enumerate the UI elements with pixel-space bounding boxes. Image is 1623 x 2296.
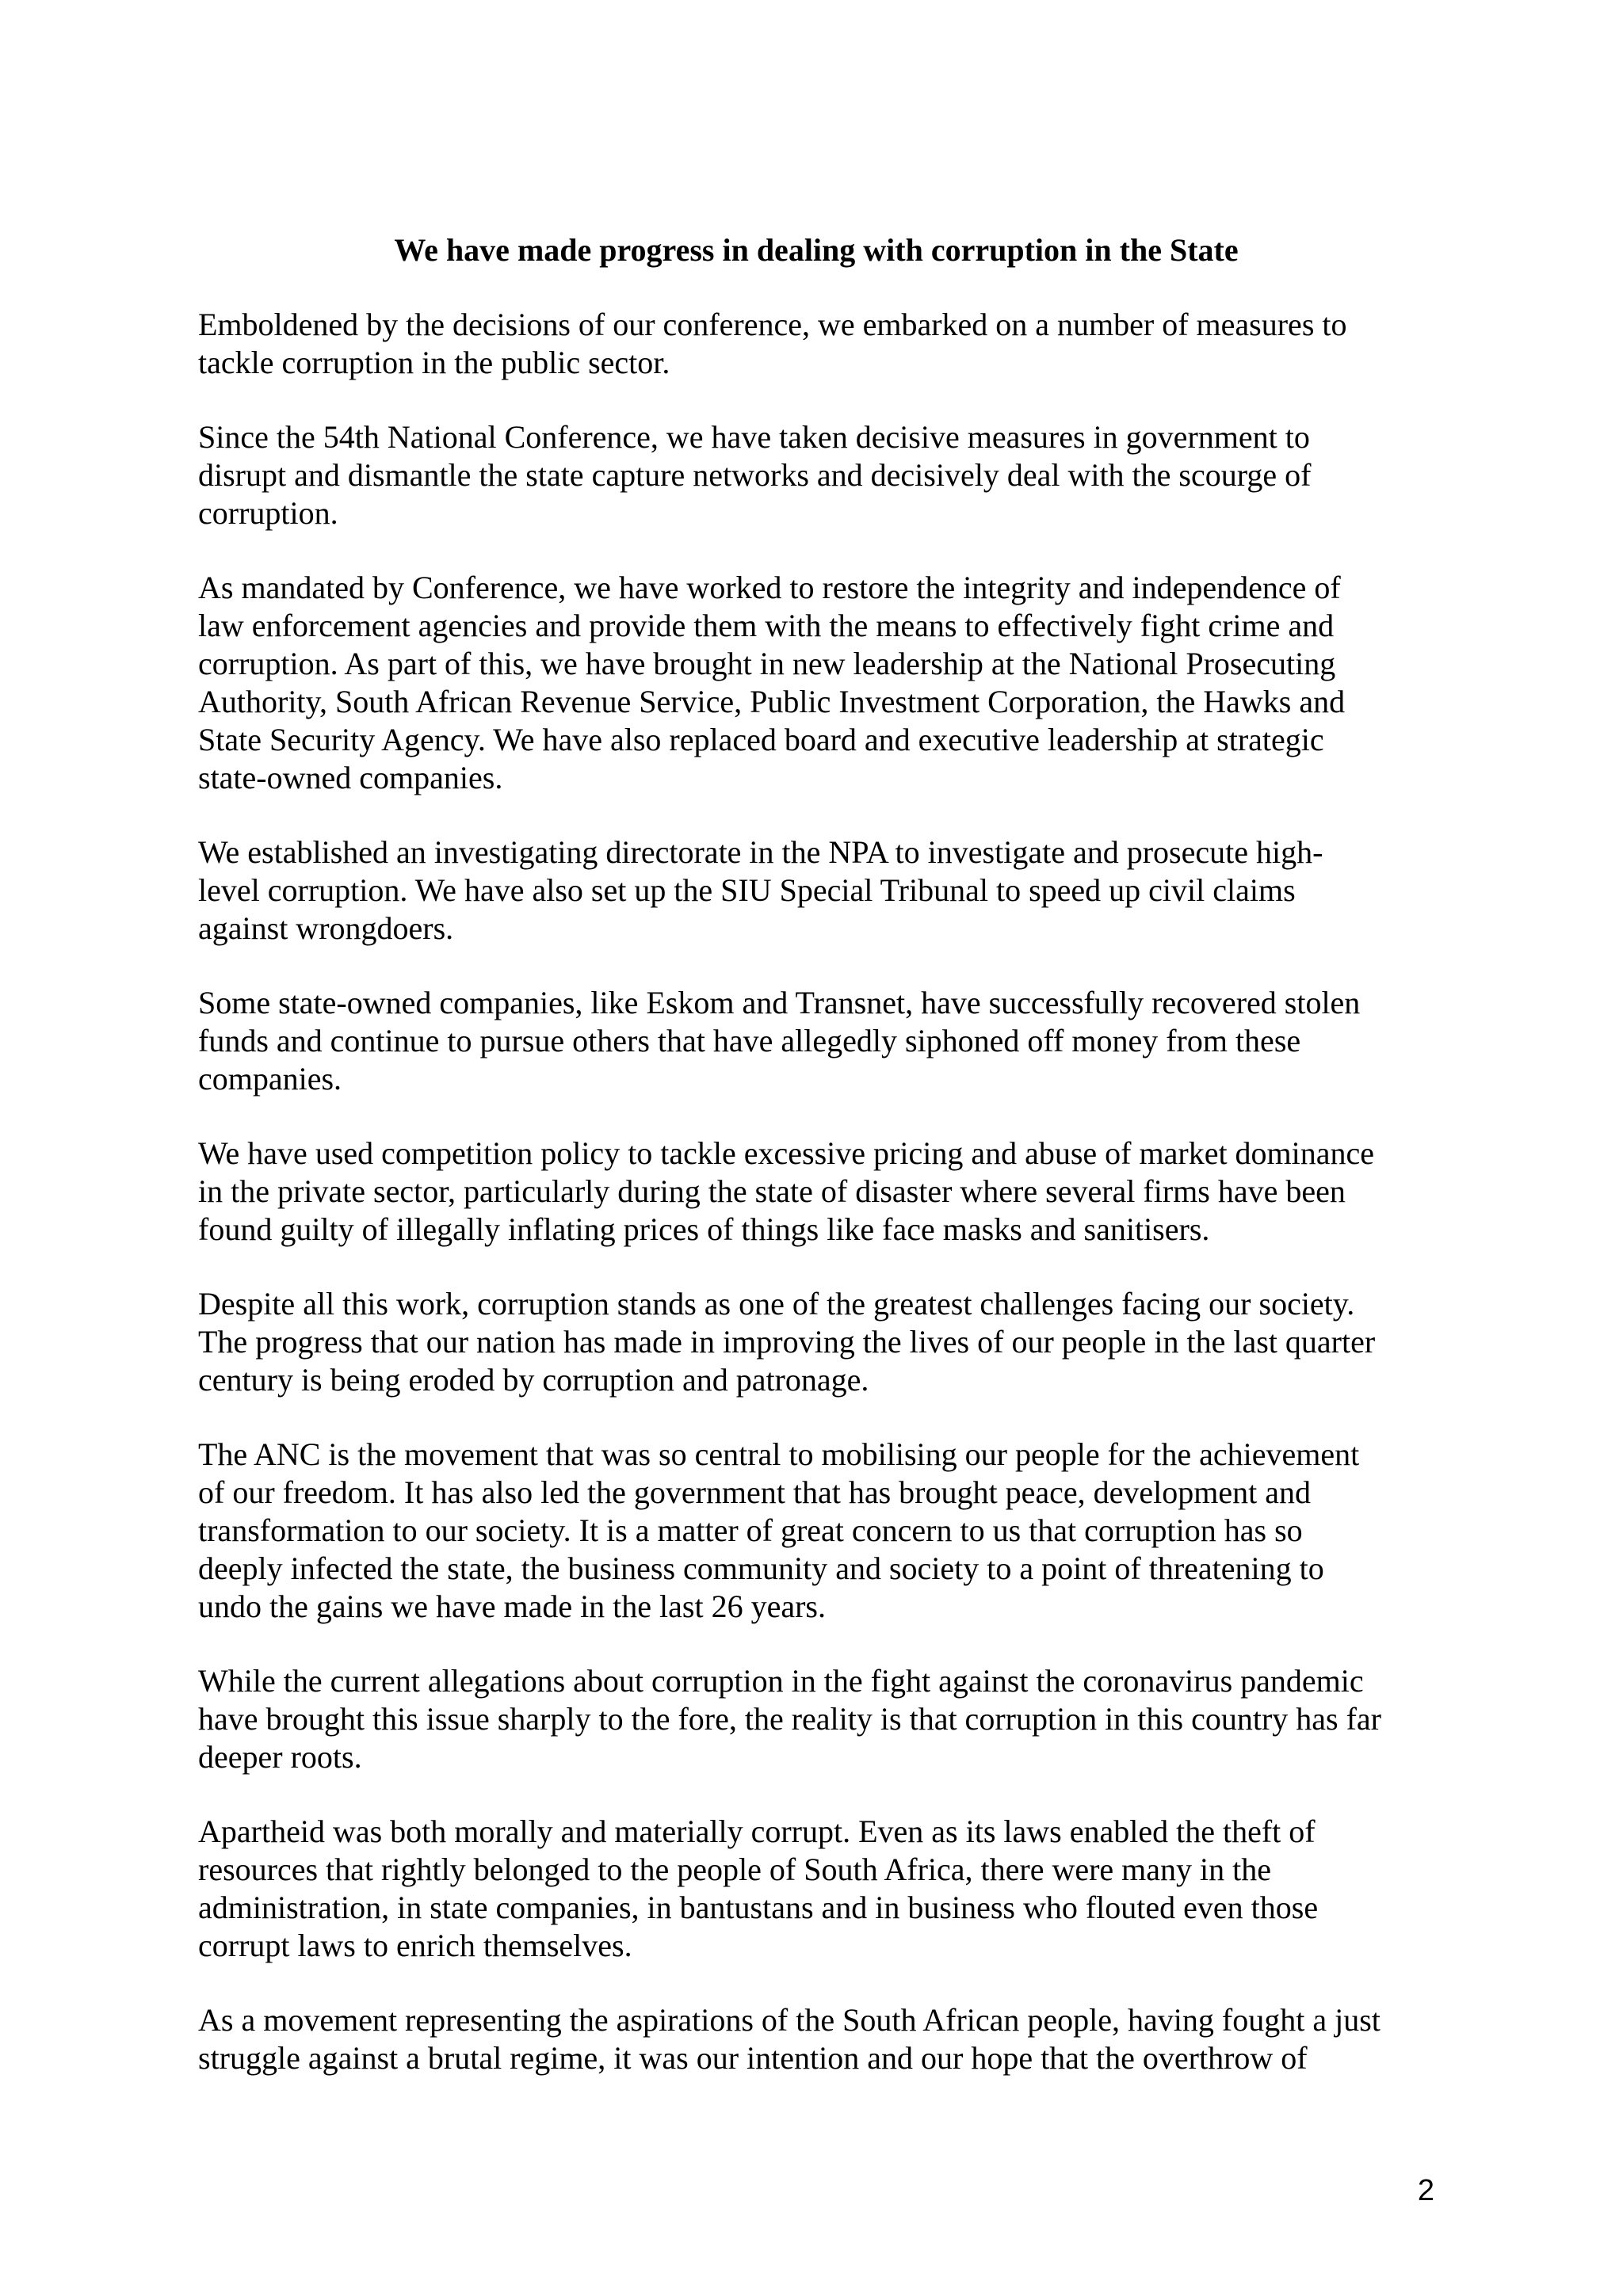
text-line: Apartheid was both morally and materially corrupt. Even as its laws enabled the theft of: [198, 1814, 1316, 1849]
paragraph: [198, 833, 1434, 948]
text-line: transformation to our society. It is a matter of great concern to us that corruption has so: [198, 1512, 1303, 1548]
text-line: century is being eroded by corruption and patronage.: [198, 1362, 869, 1398]
text-line: Emboldened by the decisions of our conference, we embarked on a number of measures to: [198, 307, 1347, 342]
paragraph: [198, 2001, 1434, 2077]
page-number: 2: [1417, 2174, 1434, 2207]
text-line: As mandated by Conference, we have worked to restore the integrity and independence of: [198, 570, 1341, 605]
text-line: of our freedom. It has also led the government that has brought peace, development and: [198, 1474, 1311, 1510]
paragraph: [198, 1436, 1434, 1626]
text-line: deeper roots.: [198, 1739, 362, 1775]
text-line: companies.: [198, 1061, 342, 1097]
page-content: [198, 231, 1434, 2114]
text-line: corruption.: [198, 495, 338, 531]
text-line: We have used competition policy to tackle excessive pricing and abuse of market dominance: [198, 1135, 1375, 1171]
paragraph: [198, 984, 1434, 1098]
text-line: Authority, South African Revenue Service, Public Investment Corporation, the Hawks and: [198, 684, 1346, 719]
paragraph: [198, 1135, 1434, 1249]
text-line: corrupt laws to enrich themselves.: [198, 1928, 632, 1963]
text-line: law enforcement agencies and provide them with the means to effectively fight crime and: [198, 608, 1335, 643]
text-line: tackle corruption in the public sector.: [198, 345, 670, 380]
text-line: state-owned companies.: [198, 760, 503, 795]
section-heading: We have made progress in dealing with corruption in the State: [394, 232, 1239, 268]
paragraph: [198, 1285, 1434, 1399]
text-line: The progress that our nation has made in improving the lives of our people in the last quarter: [198, 1324, 1376, 1360]
text-line: Despite all this work, corruption stands as one of the greatest challenges facing our society.: [198, 1286, 1355, 1322]
text-line: Some state-owned companies, like Eskom and Transnet, have successfully recovered stolen: [198, 985, 1361, 1020]
text-line: have brought this issue sharply to the fore, the reality is that corruption in this country has far: [198, 1701, 1381, 1737]
text-line: level corruption. We have also set up the SIU Special Tribunal to speed up civil claims: [198, 872, 1296, 908]
text-line: As a movement representing the aspirations of the South African people, having fought a just: [198, 2002, 1381, 2038]
text-line: resources that rightly belonged to the people of South Africa, there were many in the: [198, 1852, 1272, 1887]
text-line: The ANC is the movement that was so central to mobilising our people for the achievement: [198, 1436, 1360, 1472]
text-line: against wrongdoers.: [198, 910, 454, 946]
text-line: administration, in state companies, in bantustans and in business who flouted even those: [198, 1890, 1319, 1925]
text-line: While the current allegations about corruption in the fight against the coronavirus pandemic: [198, 1663, 1364, 1699]
text-line: State Security Agency. We have also replaced board and executive leadership at strategic: [198, 722, 1324, 757]
text-line: in the private sector, particularly during the state of disaster where several firms have been: [198, 1173, 1346, 1209]
text-line: funds and continue to pursue others that have allegedly siphoned off money from these: [198, 1023, 1301, 1058]
paragraph: [198, 1662, 1434, 1776]
text-line: We established an investigating directorate in the NPA to investigate and prosecute high-: [198, 834, 1323, 870]
body-text: [198, 306, 1434, 2077]
paragraph: [198, 306, 1434, 382]
text-line: Since the 54th National Conference, we have taken decisive measures in government to: [198, 419, 1310, 455]
text-line: deeply infected the state, the business community and society to a point of threatening to: [198, 1550, 1324, 1586]
paragraph: [198, 569, 1434, 797]
paragraph: [198, 1813, 1434, 1965]
text-line: undo the gains we have made in the last 26 years.: [198, 1589, 826, 1624]
paragraph: [198, 418, 1434, 532]
text-line: found guilty of illegally inflating prices of things like face masks and sanitisers.: [198, 1211, 1210, 1247]
text-line: disrupt and dismantle the state capture networks and decisively deal with the scourge of: [198, 457, 1312, 493]
text-line: struggle against a brutal regime, it was our intention and our hope that the overthrow of: [198, 2040, 1308, 2076]
text-line: corruption. As part of this, we have brought in new leadership at the National Prosecuting: [198, 646, 1336, 681]
